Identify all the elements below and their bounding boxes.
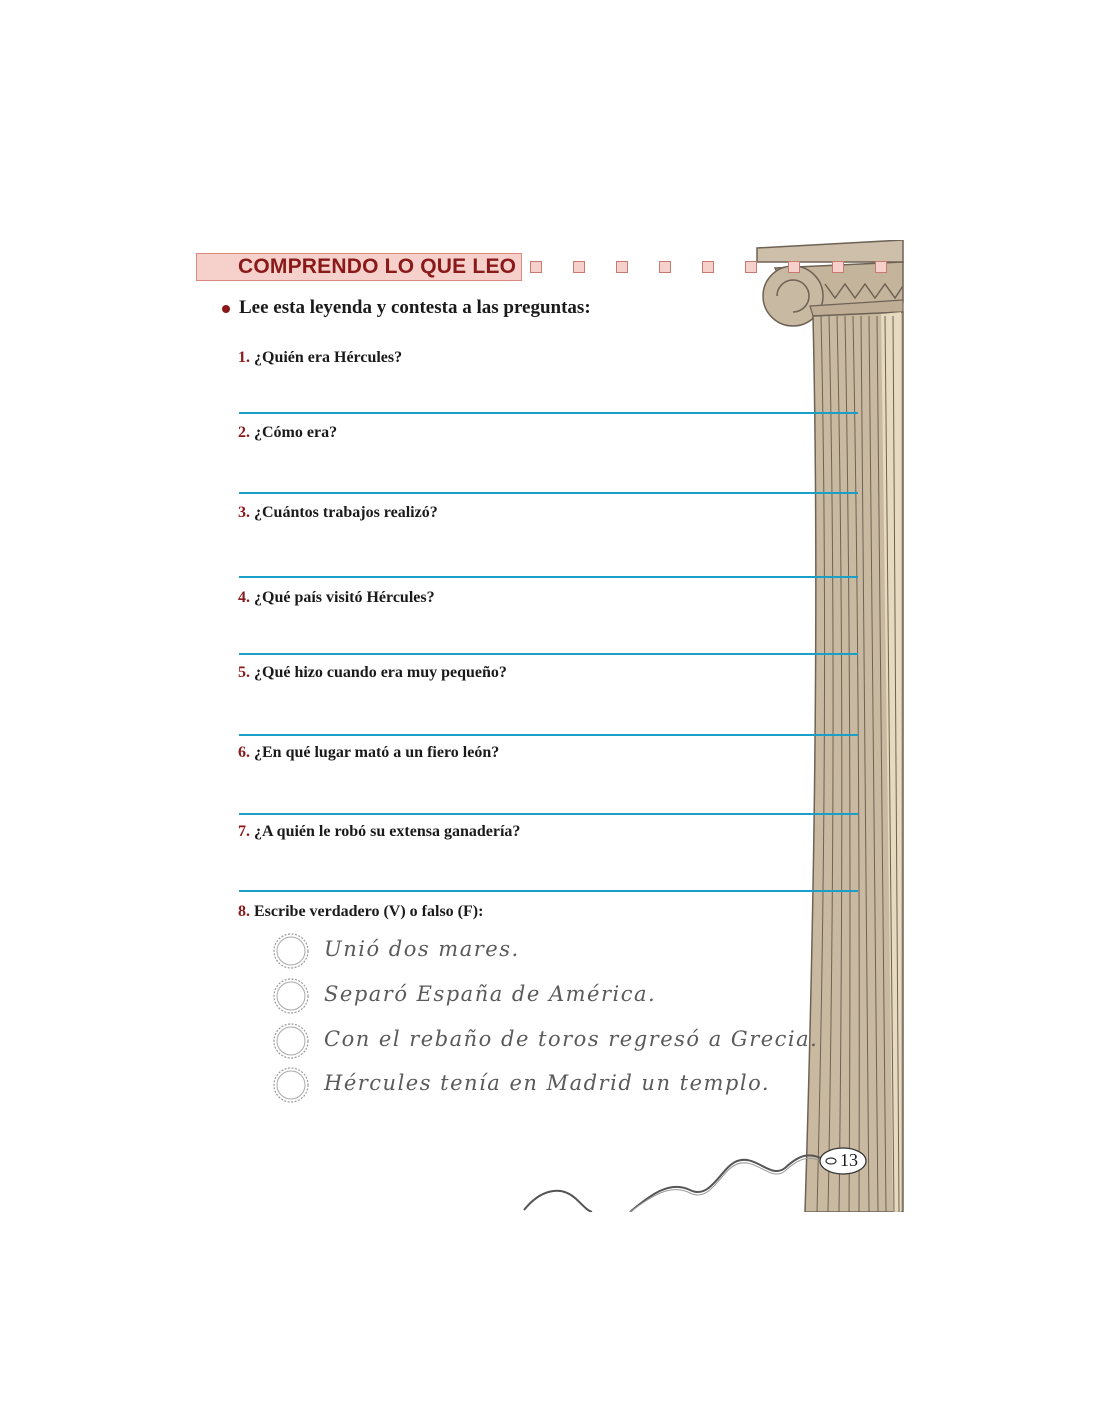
question-number: 5. [238, 664, 250, 681]
bullet-icon [222, 305, 230, 313]
question-number: 4. [238, 589, 250, 606]
question-text: ¿Qué país visitó Hércules? [254, 589, 435, 606]
question-text: ¿En qué lugar mató a un fiero león? [254, 744, 500, 761]
tf-statement-3: Con el rebaño de toros regresó a Grecia. [324, 1027, 819, 1051]
answer-line-6[interactable] [239, 813, 858, 815]
question-number: 7. [238, 823, 250, 840]
answer-line-3[interactable] [239, 576, 858, 578]
decor-square [745, 261, 757, 273]
question-2 [238, 424, 337, 442]
question-5 [238, 664, 507, 682]
string-decoration [520, 1140, 830, 1212]
question-text: ¿A quién le robó su extensa ganadería? [254, 823, 521, 840]
question-4 [238, 589, 435, 607]
answer-line-1[interactable] [239, 412, 858, 414]
question-text: ¿Quién era Hércules? [254, 349, 403, 366]
decor-square [530, 261, 542, 273]
decor-square [573, 261, 585, 273]
question-1 [238, 349, 402, 367]
question-6 [238, 744, 499, 762]
answer-line-2[interactable] [239, 492, 858, 494]
tf-statement-2: Separó España de América. [324, 982, 657, 1006]
instruction-text: Lee esta leyenda y contesta a las preguntas: [239, 297, 591, 318]
decor-square [788, 261, 800, 273]
decor-square [702, 261, 714, 273]
page-number: 13 [840, 1150, 858, 1170]
question-number: 6. [238, 744, 250, 761]
page-title: COMPRENDO LO QUE LEO [238, 255, 517, 278]
question-text: ¿Cómo era? [254, 424, 338, 441]
answer-circle-icon[interactable] [272, 1066, 310, 1104]
question-text: ¿Cuántos trabajos realizó? [254, 504, 438, 521]
decor-square [832, 261, 844, 273]
tf-statement-4: Hércules tenía en Madrid un templo. [324, 1071, 771, 1095]
ionic-column-illustration [755, 240, 905, 1212]
question-3 [238, 504, 438, 522]
decor-square [659, 261, 671, 273]
question-7 [238, 823, 520, 841]
question-8 [238, 903, 483, 921]
question-number: 1. [238, 349, 250, 366]
answer-line-5[interactable] [239, 734, 858, 736]
question-number: 8. [238, 903, 250, 920]
question-number: 2. [238, 424, 250, 441]
decor-square [875, 261, 887, 273]
decor-square [616, 261, 628, 273]
question-text: Escribe verdadero (V) o falso (F): [254, 903, 484, 920]
tf-statement-1: Unió dos mares. [324, 937, 520, 961]
answer-line-4[interactable] [239, 653, 858, 655]
answer-circle-icon[interactable] [272, 932, 310, 970]
question-number: 3. [238, 504, 250, 521]
answer-circle-icon[interactable] [272, 1022, 310, 1060]
answer-line-7[interactable] [239, 890, 858, 892]
answer-circle-icon[interactable] [272, 977, 310, 1015]
question-text: ¿Qué hizo cuando era muy pequeño? [254, 664, 507, 681]
